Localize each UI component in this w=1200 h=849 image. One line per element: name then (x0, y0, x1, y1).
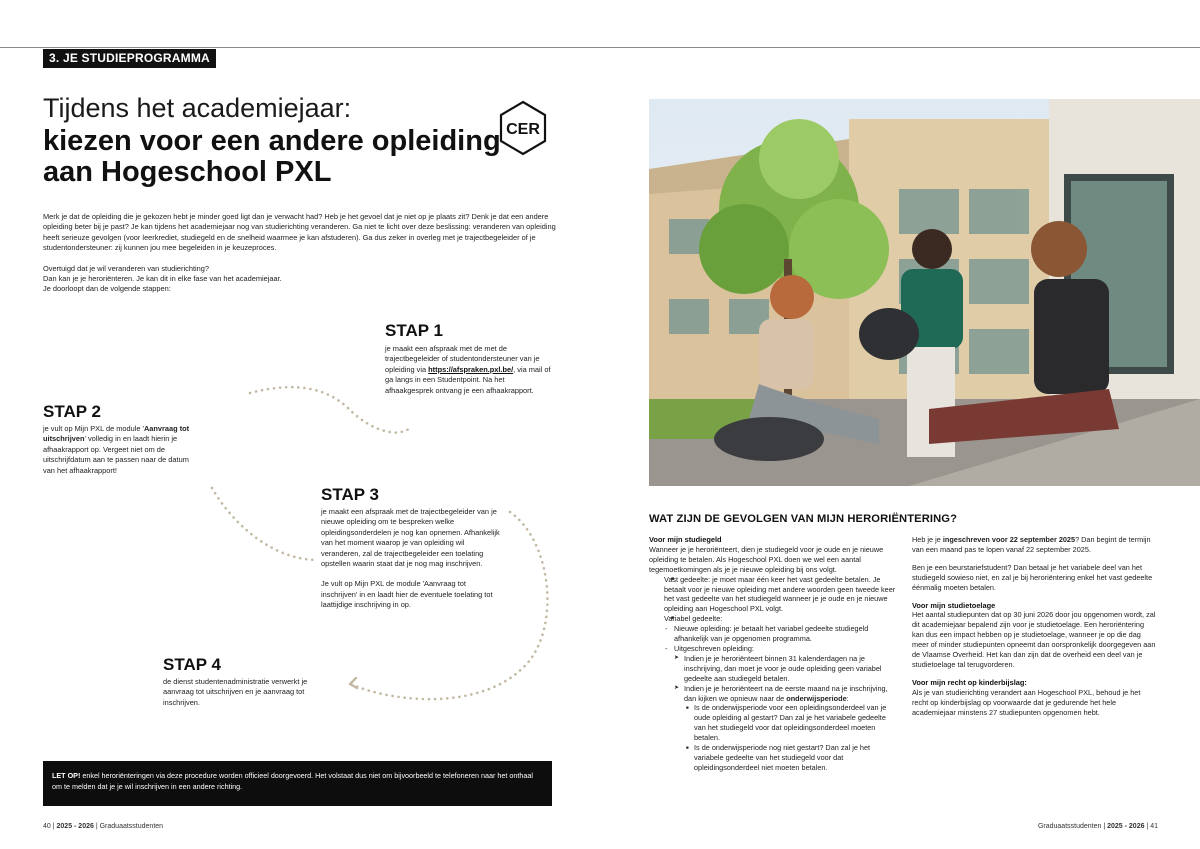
step-4-text: de dienst studentenadministratie verwerkt je aanvraag tot uitschrijven en je aanvraag tot inschrijven. (163, 677, 308, 707)
list-item: ■ Variabel gedeelte: - Nieuwe opleiding: je betaalt het variabel gedeelte studiegeld afhankelijk van je opgenomen programma. - Uitgeschreven opleiding: ➤ Indien je je heroriënteert binnen 31 kalenderdagen na je inschrijving, dan moet je voor je oude opleiding geen variabel gedeelte aan studiegeld betalen. ➤ Indien je je heroriënteert na de eerste maand na je inschrijving, dan kijken we opnieuw naar de onderwijsperiode: ■ Is de onderwijsperiode voor een opleidingsonderdeel van je oude opleiding al gestart? Dan zal je het variabele gedeelte van het studiegeld voor dat opleidingsonderdeel moeten betalen. ■ Is de onderwijsperiode nog niet gestart? Dan zal je het variabele gedeelte van het studiegeld voor dat opleidingsonderdeel niet moeten betalen. (664, 614, 897, 773)
toelage-heading: Voor mijn studietoelage (912, 600, 996, 610)
list-item: - Uitgeschreven opleiding: ➤ Indien je je heroriënteert binnen 31 kalenderdagen na je inschrijving, dan moet je voor je oude opleiding geen variabel gedeelte aan studiegeld betalen. ➤ Indien je je heroriënteert na de eerste maand na je inschrijving, dan kijken we opnieuw naar de onderwijsperiode: ■ Is de onderwijsperiode voor een opleidingsonderdeel van je oude opleiding al gestart? Dan zal je het variabele gedeelte van het studiegeld voor dat opleidingsonderdeel moeten betalen. ■ Is de onderwijsperiode nog niet gestart? Dan zal je het variabele gedeelte van het studiegeld voor dat opleidingsonderdeel niet moeten betalen. (674, 644, 897, 773)
list-item: ➤ Indien je je heroriënteert binnen 31 kalenderdagen na je inschrijving, dan moet je voor je oude opleiding geen variabel gedeelte aan studiegeld betalen. (684, 654, 897, 684)
step-1-title: STAP 1 (385, 321, 443, 340)
consequences-column-left (649, 535, 897, 773)
notice-label: LET OP! (52, 771, 81, 780)
list-item: - Nieuwe opleiding: je betaalt het variabel gedeelte studiegeld afhankelijk van je opgenomen programma. (674, 624, 897, 644)
toelage-paragraph: Het aantal studiepunten dat op 30 juni 2026 door jou opgenomen wordt, zal dit academiejaar bepalend zijn voor je studietoelage. Een heroriëntering kan dus een impact hebben op je studietoelage, wanneer je op die dag meer of minder studiepunten opneemt dan oorspronkelijk doorgegeven aan de Vlaamse Overheid. Het kan dan zijn dat de overheid een deel van je studietoelage tal terugvorderen. (912, 610, 1156, 669)
page-title-light: Tijdens het academiejaar: (43, 93, 352, 123)
intro-paragraph: Merk je dat de opleiding die je gekozen hebt je minder goed ligt dan je verwacht had? Heb je het gevoel dat je niet op je plaats zit? Denk je dat een andere opleiding beter bij je past? Je kan tijdens het academiejaar nog van studierichting veranderen. Ga niet te licht over deze beslissing: veranderen van opleiding heeft serieuze gevolgen (voor leerkrediet, studiegeld en de snelheid waarmee je kan afstuderen). Ga dus zeker in overleg met je trajectbegeleider of je studentondersteuner: zij kunnen jou mee begeleiden in je keuzeproces. (43, 212, 556, 253)
intro-paragraph-2: Overtuigd dat je wil veranderen van studierichting? Dan kan je je heroriënteren. Je kan dit in elke fase van het academiejaar. Je doorloopt dan de volgende stappen: (43, 263, 282, 294)
step-1-text: je maakt een afspraak met de met de trajectbegeleider of studentondersteuner van je opleiding via https://afspraken.pxl.be/, via mail of ga langs in een Studentpoint. Na het afhaakgesprek ontvang je een afhaakrapport. (385, 344, 551, 395)
consequences-title: WAT ZIJN DE GEVOLGEN VAN MIJN HERORIËNTERING? (649, 513, 958, 525)
kinderbijslag-paragraph: Als je van studierichting verandert aan Hogeschool PXL, behoud je het recht op kinderbijslag op voorwaarde dat je gedurende het hele academiejaar minstens 27 studiepunten opgenomen hebt. (912, 687, 1141, 717)
footer-right: Graduaatsstudenten | 2025 - 2026 | 41 (1037, 823, 1158, 830)
consequences-column-right (912, 535, 1157, 726)
kinderbijslag-heading: Voor mijn recht op kinderbijslag: (912, 677, 1027, 687)
students-campus-photo (649, 99, 1200, 486)
step-2-title: STAP 2 (43, 402, 101, 421)
studiegeld-intro: Wanneer je je heroriënteert, dien je studiegeld voor je oude en je nieuwe opleiding te betalen. Als Hogeschool PXL doen we wel een aantal tegemoetkomingen als je je nieuwe opleiding bij ons volgt. (649, 544, 884, 574)
studiegeld-heading: Voor mijn studiegeld (649, 535, 722, 544)
top-rule (0, 47, 1200, 48)
intro-text (43, 212, 558, 305)
step-2-text: je vult op Mijn PXL de module 'Aanvraag tot uitschrijven' volledig in en laadt hierin je afhaakrapport op. Vergeet niet om de uitschrijfdatum aan te passen naar de datum van het afhaakrapport! (43, 424, 190, 475)
step-3-text: je maakt een afspraak met de trajectbegeleider van je nieuwe opleiding om te bespreken welke opleidingsonderdelen je nog kan opnemen. Afhankelijk van het moment waarop je van opleiding wil veranderen, zal de trajectbegeleider een toelating opstellen waarin staat dat je nog mag inschrijven. Je vult op Mijn PXL de module 'Aanvraag tot inschrijven' in en laadt hier de eventuele toelating tot laattijdige inschrijving in op. (321, 507, 500, 610)
deadline-paragraph: Heb je je ingeschreven voor 22 september 2025? Dan begint de termijn van een maand pas te lopen vanaf 22 september 2025. (912, 535, 1151, 554)
list-item: ➤ Indien je je heroriënteert na de eerste maand na je inschrijving, dan kijken we opnieuw naar de onderwijsperiode: ■ Is de onderwijsperiode voor een opleidingsonderdeel van je oude opleiding al gestart? Dan zal je het variabele gedeelte van het studiegeld voor dat opleidingsonderdeel moeten betalen. ■ Is de onderwijsperiode nog niet gestart? Dan zal je het variabele gedeelte van het studiegeld voor dat opleidingsonderdeel niet moeten betalen. (684, 684, 897, 773)
list-item: ■ Is de onderwijsperiode voor een opleidingsonderdeel van je oude opleiding al gestart? Dan zal je het variabele gedeelte van het studiegeld voor dat opleidingsonderdeel moeten betalen. (694, 703, 897, 743)
cer-badge-icon (495, 100, 551, 156)
beurs-paragraph: Ben je een beurstariefstudent? Dan betaal je het variabele deel van het studiegeld sowieso niet, en zal je bij heroriëntering enkel het vast gedeelte éénmalig moeten betalen. (912, 562, 1153, 592)
notice-text: enkel heroriënteringen via deze procedure worden officieel doorgevoerd. Het volstaat dus niet om bijvoorbeeld te telefoneren naar het onthaal om te melden dat je je wil inschrijven in een andere richting. (52, 771, 533, 791)
page-title-bold: kiezen voor een andere opleiding aan Hogeschool PXL (43, 125, 501, 188)
studiegeld-list (649, 575, 897, 773)
step-4-title: STAP 4 (163, 655, 221, 674)
section-tag: 3. JE STUDIEPROGRAMMA (43, 49, 216, 68)
cer-badge-label: CER (506, 121, 540, 138)
footer-left: 40 | 2025 - 2026 | Graduaatsstudenten (43, 823, 164, 830)
list-item: ■ Is de onderwijsperiode nog niet gestart? Dan zal je het variabele gedeelte van het studiegeld voor dat opleidingsonderdeel niet moeten betalen. (694, 743, 897, 773)
afspraken-link[interactable]: https://afspraken.pxl.be/ (428, 364, 514, 374)
notice-box (43, 761, 552, 806)
step-3-title: STAP 3 (321, 485, 379, 504)
list-item: ■ Vast gedeelte: je moet maar één keer het vast gedeelte betalen. Je betaalt voor je nieuwe opleiding met andere woorden geen tweede keer het vast gedeelte van het studiegeld wanneer je je oude en je nieuwe opleiding aan Hogeschool PXL volgt. (664, 575, 897, 615)
